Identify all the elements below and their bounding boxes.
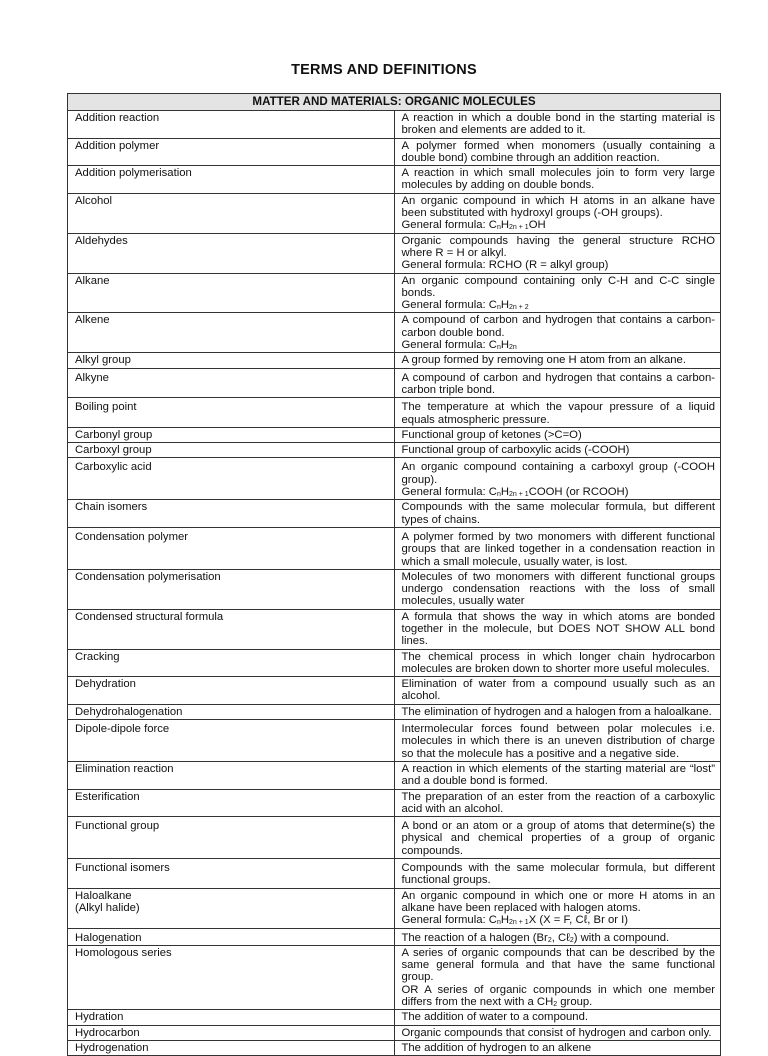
definition-cell: [394, 233, 721, 273]
term-label: Hydrogenation: [75, 1041, 149, 1054]
term-cell: [68, 609, 395, 649]
term-cell: [68, 720, 395, 762]
term-cell: [68, 789, 395, 817]
definition-text: A bond or an atom or a group of atoms that determine(s) the physical and chemical properties of a group of organic compounds.: [401, 820, 715, 857]
term-cell: [68, 193, 395, 233]
definition-text: The elimination of hydrogen and a halogen from a haloalkane.: [401, 705, 712, 718]
definition-text: A formula that shows the way in which atoms are bonded together in the molecule, but DOES NOT SHOW ALL bond lines.: [401, 610, 715, 648]
definition-cell: [394, 945, 721, 1009]
term-cell: [68, 313, 395, 353]
term-label: Condensation polymer: [75, 530, 189, 543]
definition-text: Functional group of carboxylic acids (-COOH): [401, 444, 630, 457]
table-row: [68, 888, 721, 928]
table-row: [68, 443, 721, 458]
table-row: [68, 677, 721, 705]
definition-cell: [394, 427, 721, 442]
term-cell: [68, 443, 395, 458]
definition-cell: [394, 761, 721, 789]
definition-cell: [394, 193, 721, 233]
table-row: [68, 527, 721, 569]
term-label: Alkyl group: [75, 354, 131, 367]
term-label: Homologous series: [75, 946, 172, 959]
definition-text: The addition of hydrogen to an alkene: [401, 1041, 592, 1054]
definition-cell: [394, 720, 721, 762]
term-label: Alkane: [75, 274, 110, 287]
definition-cell: [394, 789, 721, 817]
general-formula: General formula: $C_nH_{2n + 1}COOH$ (or RCOOH): [401, 486, 629, 499]
definition-text: A polymer formed when monomers (usually containing a double bond) combine through an addition reaction.: [401, 139, 715, 164]
general-formula: General formula: $C_nH_{2n}$: [401, 339, 517, 352]
term-label: Dehydration: [75, 678, 136, 691]
definition-cell: [394, 677, 721, 705]
table-row: [68, 789, 721, 817]
general-formula: General formula: $C_nH_{2n + 2}$: [401, 299, 529, 312]
definition-text: A compound of carbon and hydrogen that contains a carbon-carbon triple bond.: [401, 371, 715, 396]
table-row: [68, 427, 721, 442]
table-row: [68, 111, 721, 139]
definition-text: An organic compound in which one or more H atoms in an alkane have been replaced with halogen atoms.: [401, 889, 715, 914]
page-title: TERMS AND DEFINITIONS: [291, 62, 477, 78]
table-row: [68, 928, 721, 945]
table-row: [68, 817, 721, 859]
term-label: Alkene: [75, 314, 110, 327]
term-cell: [68, 353, 395, 368]
table-row: [68, 609, 721, 649]
definition-text: Organic compounds having the general structure RCHO where R = H or alkyl.: [401, 234, 715, 259]
definition-text: OR A series of organic compounds in which one member differs from the next with a $CH_2$ group.: [401, 983, 715, 1008]
definition-text: An organic compound in which H atoms in an alkane have been substituted with hydroxyl groups (-OH groups).: [401, 194, 715, 220]
definition-cell: [394, 313, 721, 353]
table-row: [68, 649, 721, 677]
definition-cell: [394, 500, 721, 528]
term-cell: [68, 233, 395, 273]
term-cell: [68, 1040, 395, 1055]
term-cell: [68, 527, 395, 569]
table-row: [68, 193, 721, 233]
term-label: Esterification: [75, 790, 140, 803]
definition-cell: [394, 888, 721, 928]
table-row: [68, 233, 721, 273]
definition-text: The reaction of a halogen ($Br_2$, Cℓ$_2$) with a compound.: [401, 931, 670, 944]
definition-text: A group formed by removing one H atom from an alkane.: [401, 354, 686, 367]
definition-text: An organic compound containing only C-H and C-C single bonds.: [401, 274, 715, 299]
definition-cell: [394, 609, 721, 649]
term-cell: [68, 677, 395, 705]
term-cell: [68, 569, 395, 609]
definition-cell: [394, 368, 721, 398]
term-label: Dipole-dipole force: [75, 723, 170, 736]
definition-cell: [394, 353, 721, 368]
term-label: Addition polymerisation: [75, 167, 192, 180]
definition-text: Intermolecular forces found between polar molecules i.e. molecules in which there is an uneven distribution of charge so that the molecule has a positive and a negative side.: [401, 723, 715, 760]
definition-cell: [394, 273, 721, 313]
table-row: [68, 1010, 721, 1025]
definition-cell: [394, 704, 721, 719]
definition-cell: [394, 859, 721, 889]
term-label: Hydration: [75, 1011, 124, 1024]
definition-text: A reaction in which a double bond in the starting material is broken and elements are added to it.: [401, 112, 715, 137]
term-label: Alkyne: [75, 371, 109, 384]
definition-cell: [394, 649, 721, 677]
term-cell: [68, 368, 395, 398]
term-alias: (Alkyl halide): [75, 901, 140, 914]
table-row: [68, 720, 721, 762]
term-label: Carboxylic acid: [75, 461, 152, 474]
term-label: Chain isomers: [75, 501, 148, 514]
definition-text: Organic compounds that consist of hydrogen and carbon only.: [401, 1026, 712, 1039]
definition-cell: [394, 138, 721, 166]
term-cell: [68, 111, 395, 139]
term-label: Functional isomers: [75, 862, 170, 875]
definition-text: The addition of water to a compound.: [401, 1011, 589, 1024]
term-cell: [68, 1025, 395, 1040]
table-row: [68, 166, 721, 194]
term-label: Condensation polymerisation: [75, 570, 221, 583]
term-cell: [68, 138, 395, 166]
term-cell: [68, 888, 395, 928]
general-formula: General formula: $C_nH_{2n + 1}OH$: [401, 219, 546, 232]
terms-table: [67, 93, 721, 1056]
term-label: Carboxyl group: [75, 444, 152, 457]
term-cell: [68, 458, 395, 500]
terms-body: [68, 111, 721, 1056]
term-label: Hydrocarbon: [75, 1026, 140, 1039]
table-header-row: [68, 94, 721, 111]
table-row: [68, 368, 721, 398]
definition-text: Molecules of two monomers with different functional groups undergo condensation reactions with the loss of small molecules, usually water: [401, 570, 715, 608]
section-heading: MATTER AND MATERIALS: ORGANIC MOLECULES: [68, 94, 721, 111]
term-label: Aldehydes: [75, 234, 128, 247]
definition-text: Elimination of water from a compound usually such as an alcohol.: [401, 678, 715, 703]
table-row: [68, 458, 721, 500]
term-label: Addition polymer: [75, 139, 160, 152]
definition-text: A series of organic compounds that can be described by the same general formula and that have the same functional group.: [401, 946, 715, 984]
term-cell: [68, 500, 395, 528]
definition-cell: [394, 398, 721, 428]
table-row: [68, 353, 721, 368]
table-row: [68, 1025, 721, 1040]
term-cell: [68, 928, 395, 945]
term-label: Boiling point: [75, 401, 137, 414]
term-label: Elimination reaction: [75, 762, 174, 775]
table-row: [68, 1040, 721, 1055]
term-cell: [68, 398, 395, 428]
term-cell: [68, 704, 395, 719]
table-row: [68, 500, 721, 528]
table-row: [68, 704, 721, 719]
definition-cell: [394, 443, 721, 458]
definition-cell: [394, 166, 721, 194]
definition-cell: [394, 817, 721, 859]
table-row: [68, 859, 721, 889]
term-label: Halogenation: [75, 931, 142, 944]
table-row: [68, 313, 721, 353]
general-formula: General formula: $C_nH_{2n + 1}X$ (X = F, Cℓ, Br or I): [401, 914, 629, 927]
term-label: Carbonyl group: [75, 428, 153, 441]
definition-cell: [394, 458, 721, 500]
table-row: [68, 273, 721, 313]
term-label: Dehydrohalogenation: [75, 705, 183, 718]
term-cell: [68, 273, 395, 313]
definition-text: A compound of carbon and hydrogen that contains a carbon-carbon double bond.: [401, 314, 715, 339]
definition-cell: [394, 527, 721, 569]
table-row: [68, 761, 721, 789]
term-cell: [68, 859, 395, 889]
term-label: Functional group: [75, 820, 160, 833]
definition-text: The chemical process in which longer chain hydrocarbon molecules are broken down to shorter more useful molecules.: [401, 650, 715, 675]
definition-text: The preparation of an ester from the reaction of a carboxylic acid with an alcohol.: [401, 790, 715, 815]
definition-cell: [394, 1010, 721, 1025]
term-label: Haloalkane: [75, 889, 132, 902]
definition-cell: [394, 569, 721, 609]
definition-text: A reaction in which small molecules join to form very large molecules by adding on double bonds.: [401, 167, 715, 192]
term-cell: [68, 166, 395, 194]
term-cell: [68, 1010, 395, 1025]
definition-text: Compounds with the same molecular formula, but different types of chains.: [401, 501, 715, 526]
definition-text: A reaction in which elements of the starting material are “lost” and a double bond is formed.: [401, 762, 715, 788]
definition-cell: [394, 1025, 721, 1040]
term-cell: [68, 817, 395, 859]
term-cell: [68, 945, 395, 1009]
table-row: [68, 138, 721, 166]
term-label: Cracking: [75, 650, 120, 663]
definition-cell: [394, 928, 721, 945]
term-label: Addition reaction: [75, 112, 160, 124]
term-cell: [68, 427, 395, 442]
table-row: [68, 945, 721, 1009]
term-cell: [68, 761, 395, 789]
term-label: Condensed structural formula: [75, 610, 224, 623]
term-cell: [68, 649, 395, 677]
definition-text: A polymer formed by two monomers with different functional groups that are linked together in a condensation reaction in which a small molecule, usually water, is lost.: [401, 530, 715, 568]
table-row: [68, 569, 721, 609]
table-row: [68, 398, 721, 428]
definition-text: Functional group of ketones (>C=O): [401, 428, 582, 441]
definition-cell: [394, 1040, 721, 1055]
definition-cell: [394, 111, 721, 139]
general-formula: General formula: RCHO (R = alkyl group): [401, 259, 609, 272]
term-label: Alcohol: [75, 194, 113, 207]
definition-text: Compounds with the same molecular formula, but different functional groups.: [401, 862, 715, 887]
definition-text: The temperature at which the vapour pressure of a liquid equals atmospheric pressure.: [401, 401, 715, 426]
definition-text: An organic compound containing a carboxyl group (-COOH group).: [401, 461, 715, 486]
